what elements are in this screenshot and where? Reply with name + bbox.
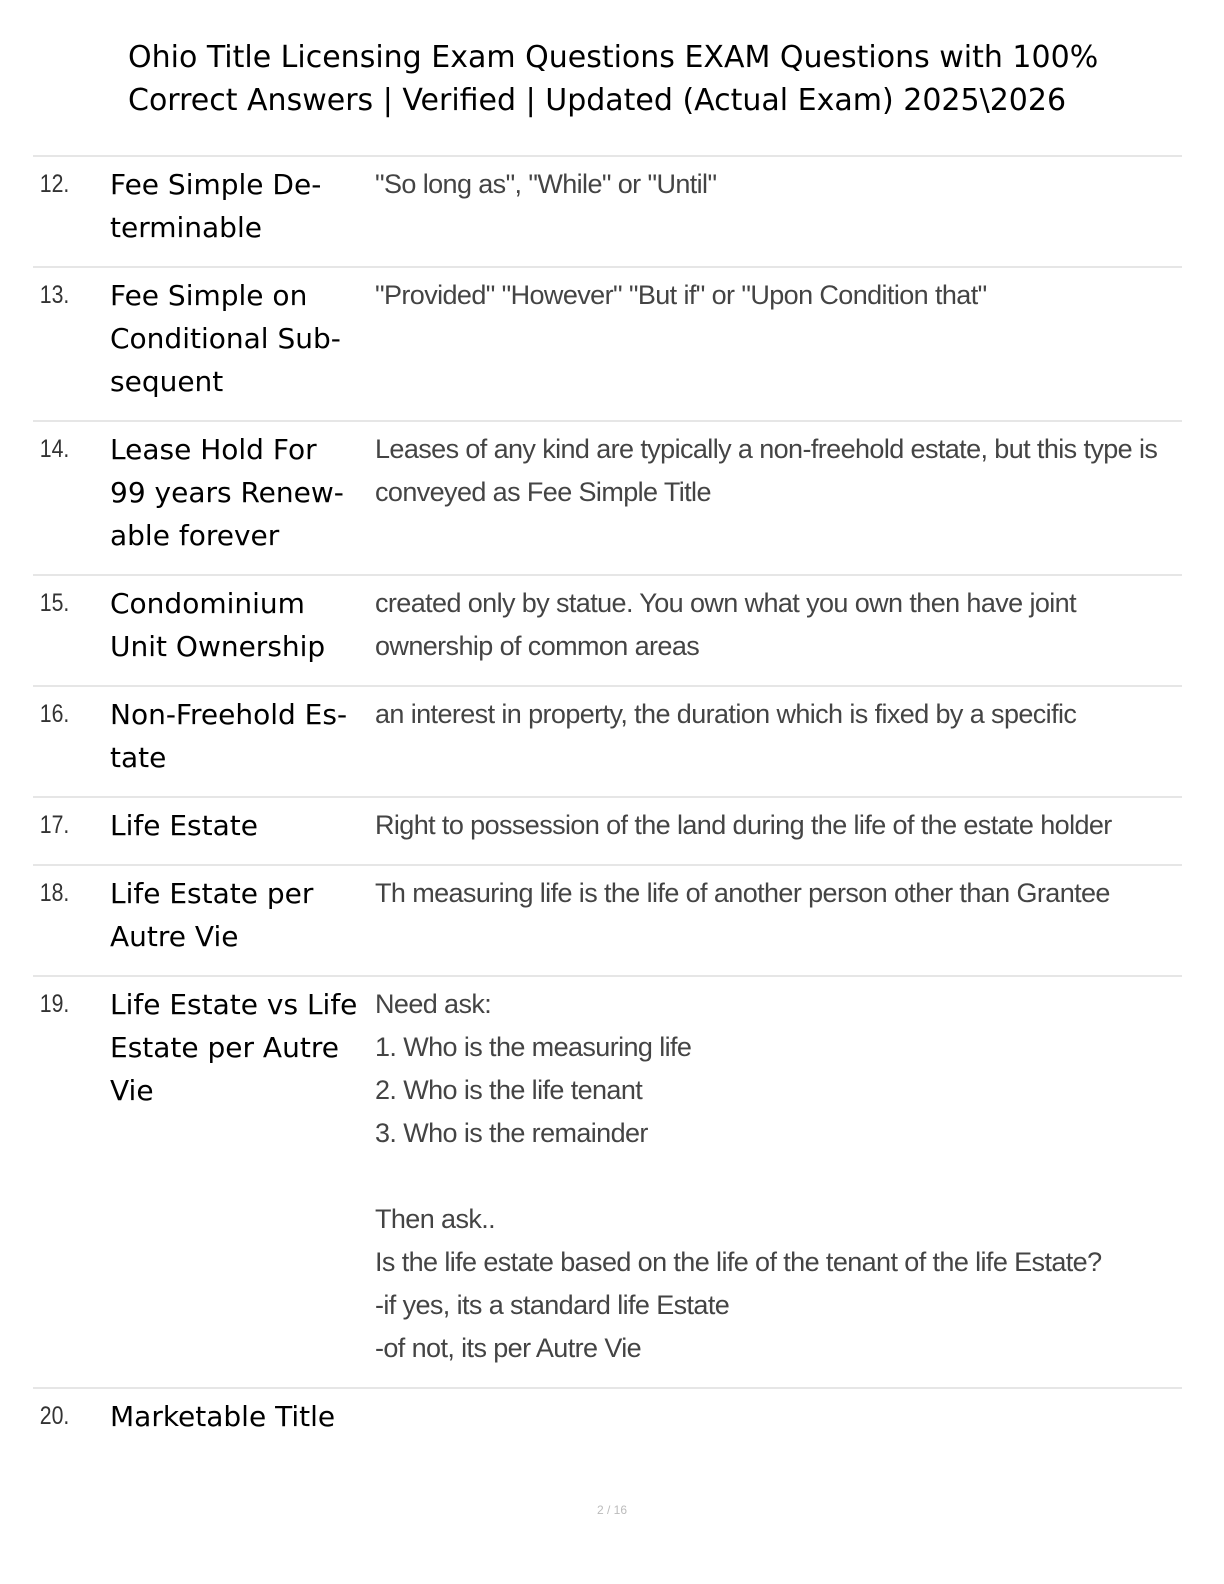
- flashcard-table: [33, 155, 1182, 1455]
- row-number: 16.: [39, 700, 70, 728]
- row-term: Fee Simple De- terminable: [110, 168, 322, 244]
- row-definition: [375, 1395, 1182, 1438]
- table-row: [33, 268, 1182, 422]
- row-definition: Right to possession of the land during the life of the estate holder: [375, 810, 1112, 840]
- row-term: Life Estate per Autre Vie: [110, 877, 314, 953]
- row-term: Lease Hold For 99 years Renew- able forever: [110, 433, 344, 552]
- row-term: Marketable Title: [110, 1400, 336, 1433]
- row-number: 13.: [39, 281, 70, 309]
- page-title: Ohio Title Licensing Exam Questions EXAM Questions with 100% Correct Answers | Verified | Updated (Actual Exam) 2025\2026: [128, 40, 1099, 118]
- row-number: 18.: [39, 879, 70, 907]
- row-term: Life Estate vs Life Estate per Autre Vie: [110, 988, 358, 1107]
- row-term: Non-Freehold Es- tate: [110, 698, 348, 774]
- row-number: 14.: [39, 435, 70, 463]
- table-row: [33, 157, 1182, 268]
- table-row: [33, 1389, 1182, 1455]
- row-number: 20.: [39, 1402, 70, 1430]
- row-number: 17.: [39, 811, 70, 839]
- row-term: Life Estate: [110, 809, 258, 842]
- row-term: Condominium Unit Ownership: [110, 587, 326, 663]
- table-row: [33, 687, 1182, 798]
- row-definition: Leases of any kind are typically a non-freehold estate, but this type is conveyed as Fee Simple Title: [375, 434, 1158, 507]
- table-row: [33, 422, 1182, 576]
- table-row: [33, 866, 1182, 977]
- row-number: 12.: [39, 170, 70, 198]
- table-row: [33, 576, 1182, 687]
- table-row: [33, 798, 1182, 866]
- row-number: 19.: [39, 990, 70, 1018]
- row-number: 15.: [39, 589, 70, 617]
- row-definition: "So long as", "While" or "Until": [375, 169, 717, 199]
- row-definition: Need ask: 1. Who is the measuring life 2. Who is the life tenant 3. Who is the remainder Then ask.. Is the life estate based on the life of the tenant of the life Estate? -if yes, its a standard life Estate -of not, its per Autre Vie: [375, 989, 1102, 1363]
- row-definition: Th measuring life is the life of another person other than Grantee: [375, 878, 1110, 908]
- row-term: Fee Simple on Conditional Sub- sequent: [110, 279, 341, 398]
- row-definition: created only by statue. You own what you own then have joint ownership of common areas: [375, 588, 1077, 661]
- table-row: [33, 977, 1182, 1389]
- row-definition: "Provided" "However" "But if" or "Upon Condition that": [375, 280, 987, 310]
- row-definition: an interest in property, the duration which is fixed by a specific: [375, 699, 1077, 729]
- page-number: 2 / 16: [596, 1503, 628, 1517]
